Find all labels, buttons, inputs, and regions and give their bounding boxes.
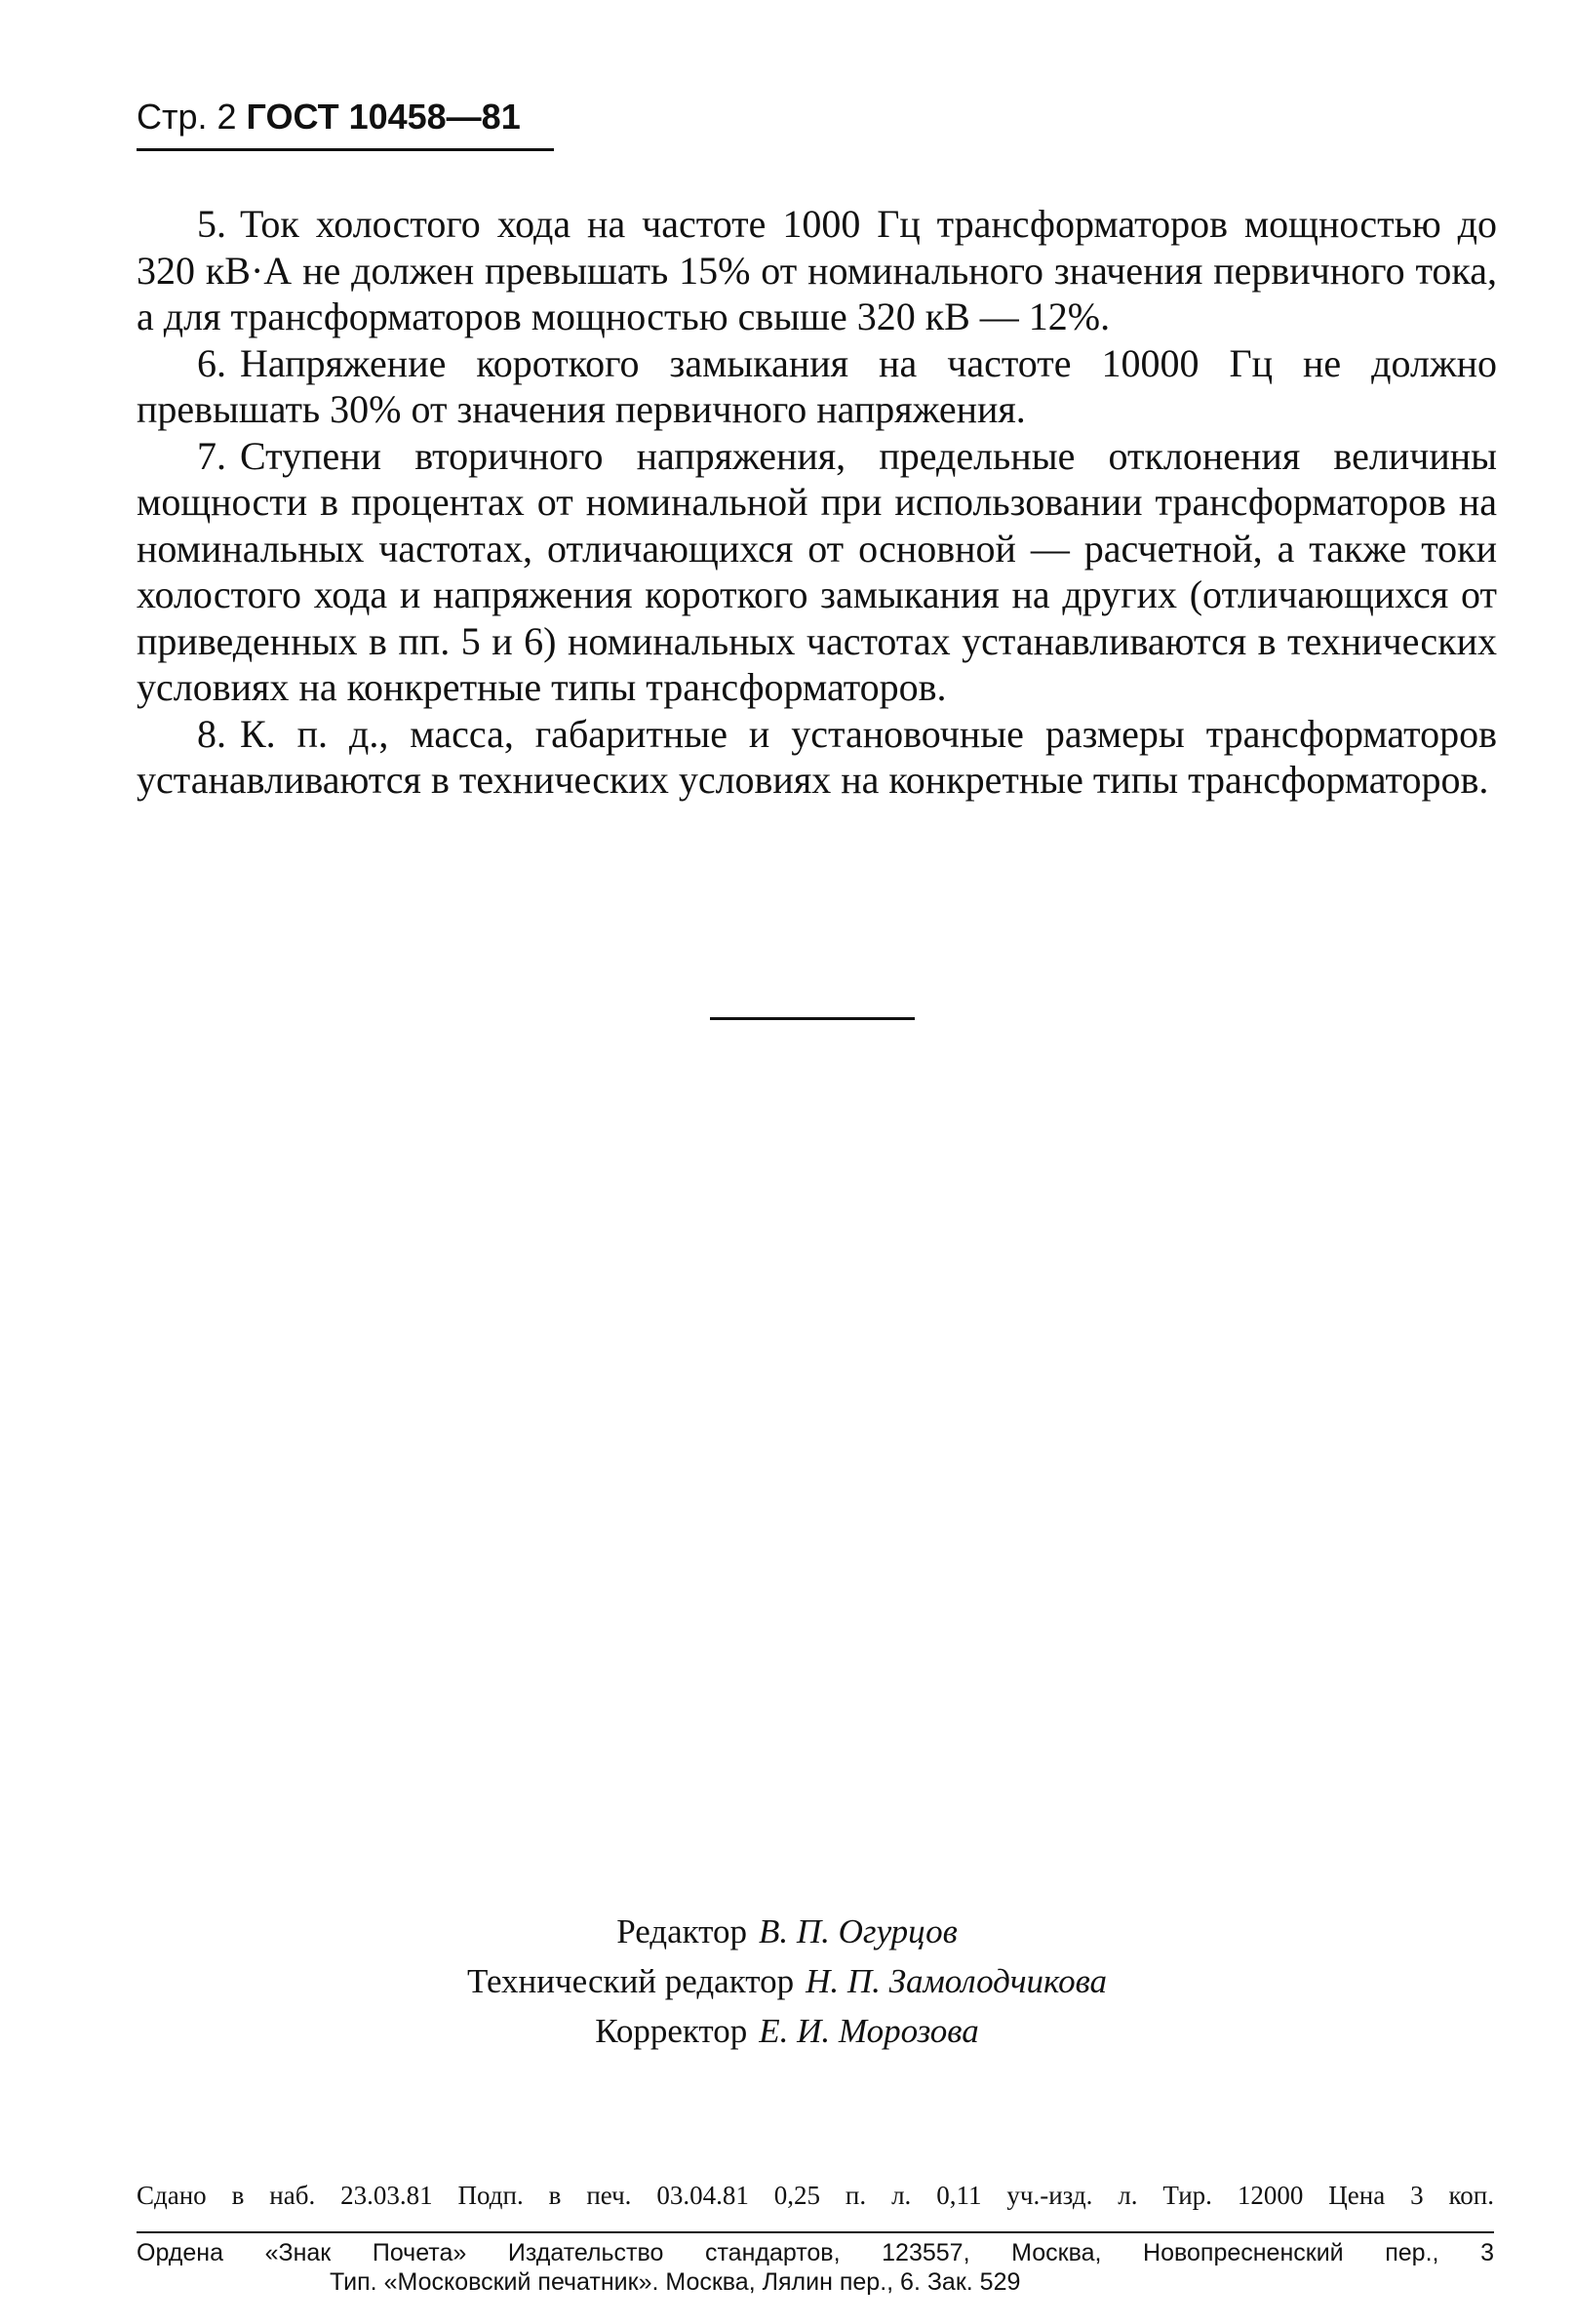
tech-editor-name: Н. П. Замолодчикова — [806, 1962, 1108, 2000]
editor-line — [0, 1907, 1574, 1956]
page-number: Стр. 2 — [137, 97, 237, 137]
paragraph-text: Ступени вторичного напряжения, предельные отклонения величины мощности в процентах от номинальной при использовании трансформаторов на номинальных частотах, отличающихся от основной — расчетной, а также токи холостого хода и напряжения короткого замыкания на других (отличающихся от приведенных в пп. 5 и 6) номинальных частотах устанавливаются в технических условиях на конкретные типы трансформаторов. — [137, 433, 1497, 709]
paragraph-5 — [137, 201, 1497, 340]
proofreader-name: Е. И. Морозова — [759, 2012, 979, 2050]
imprint-line: Сдано в наб. 23.03.81 Подп. в печ. 03.04.81 0,25 п. л. 0,11 уч.-изд. л. Тир. 12000 Цена 3 коп. — [137, 2181, 1494, 2210]
tech-editor-role: Технический редактор — [466, 1962, 795, 2000]
paragraph-7 — [137, 433, 1497, 711]
publisher-line: Ордена «Знак Почета» Издательство стандартов, 123557, Москва, Новопресненский пер., 3 — [137, 2239, 1494, 2266]
page-header — [137, 96, 521, 138]
paragraph-number: 5. — [197, 202, 226, 246]
paragraph-text: Напряжение короткого замыкания на частоте 10000 Гц не должно превышать 30% от значения первичного напряжения. — [137, 340, 1497, 431]
paragraph-number: 7. — [197, 433, 226, 478]
tech-editor-line — [0, 1956, 1574, 2006]
paragraph-text: Ток холостого хода на частоте 1000 Гц трансформаторов мощностью до 320 кВ·А не должен превышать 15% от номинального значения первичного тока, а для трансформаторов мощностью свыше 320 кВ — 12%. — [137, 202, 1497, 338]
credits — [0, 1907, 1574, 2056]
paragraph-text: К. п. д., масса, габаритные и установочные размеры трансформаторов устанавливаются в технических условиях на конкретные типы трансформаторов. — [137, 711, 1497, 802]
gost-code: ГОСТ 10458—81 — [246, 97, 521, 137]
editor-name: В. П. Огурцов — [759, 1912, 958, 1950]
header-rule — [137, 148, 554, 151]
imprint-rule — [137, 2231, 1494, 2233]
printer-line: Тип. «Московский печатник». Москва, Лялин пер., 6. Зак. 529 — [330, 2268, 1021, 2296]
paragraph-number: 6. — [197, 340, 226, 385]
body-text — [137, 201, 1497, 804]
proofreader-line — [0, 2006, 1574, 2056]
paragraph-number: 8. — [197, 711, 226, 756]
paragraph-8 — [137, 711, 1497, 804]
publisher-info — [137, 2238, 1494, 2297]
paragraph-6 — [137, 340, 1497, 433]
section-divider — [710, 1017, 915, 1020]
editor-role: Редактор — [616, 1912, 747, 1950]
proofreader-role: Корректор — [595, 2012, 748, 2050]
